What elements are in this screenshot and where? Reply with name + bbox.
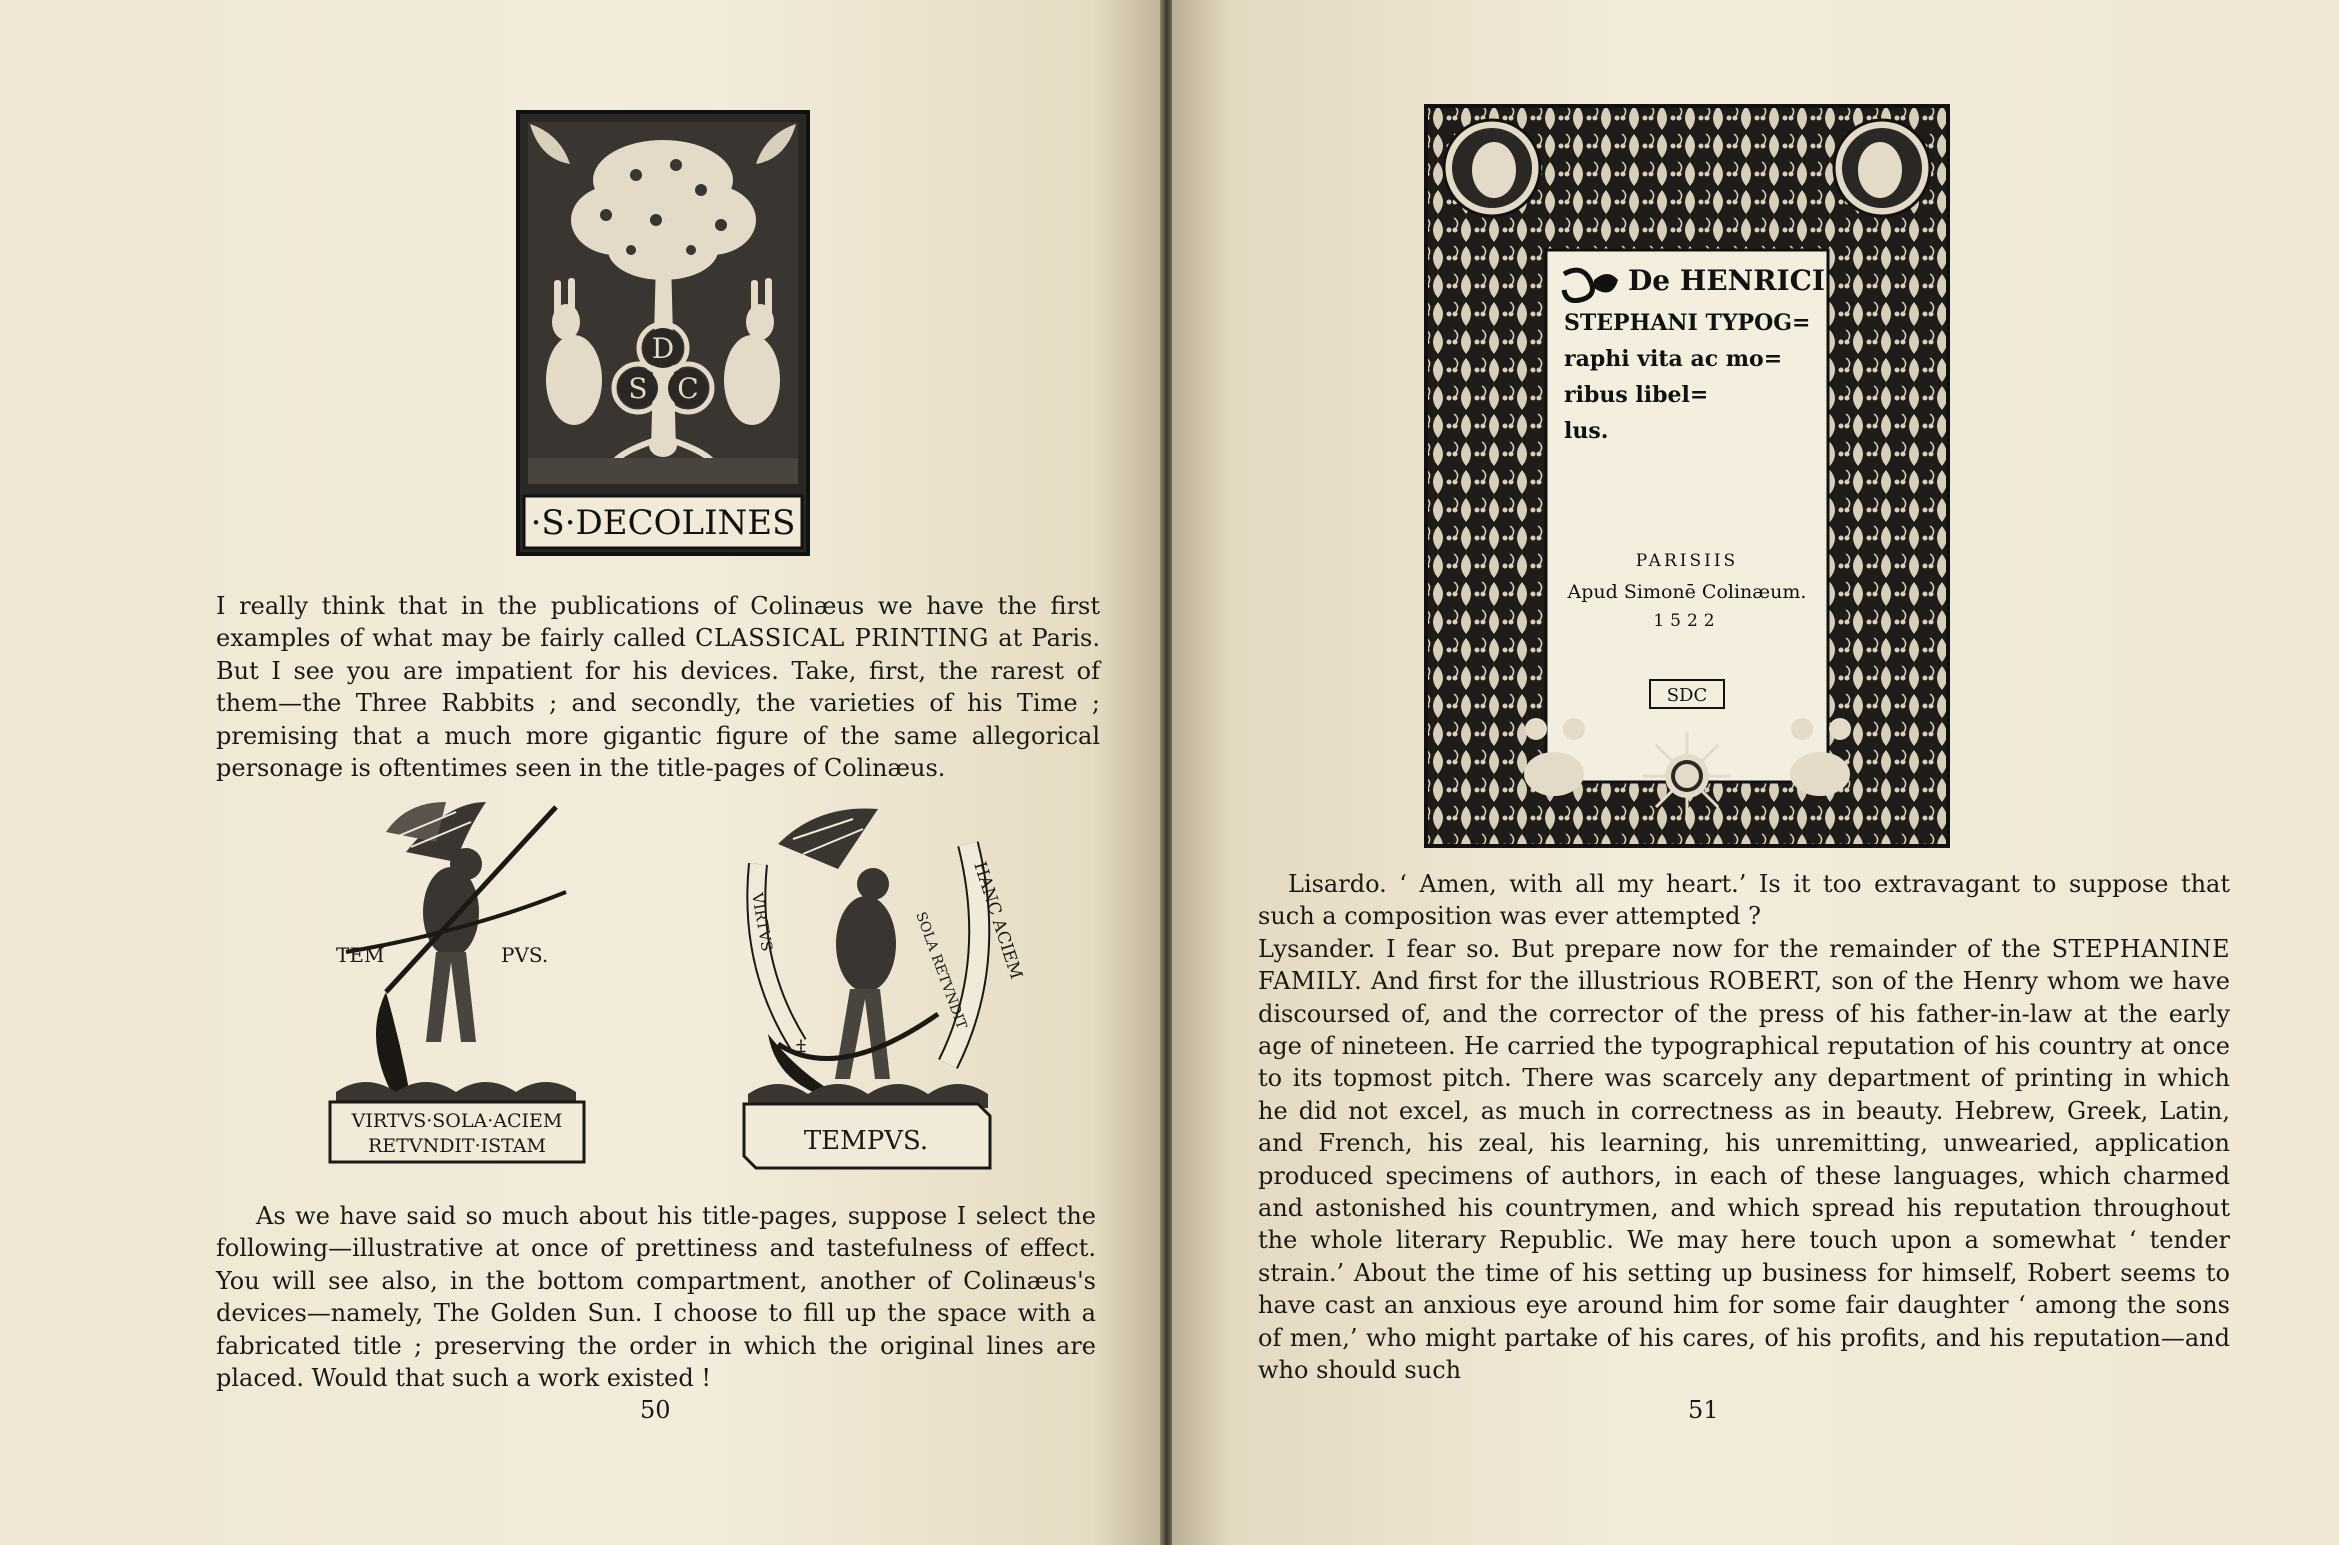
svg-text:‡: ‡ xyxy=(796,1035,806,1059)
right-paragraph-1: Lisardo. ‘ Amen, with all my heart.’ Is it too extravagant to suppose that such a composition was ever attempted ? xyxy=(1258,870,2230,931)
right-page xyxy=(1172,0,2339,1545)
left-p2-text: As we have said so much about his title-pages, suppose I select the following—illustrative at once of prettiness and tastefulness of effect. You will see also, in the bottom compartment, another of Colinæus's devices—namely, The Golden Sun. I choose to fill up the space with a fabricated title ; preserving the order in which the original lines are placed. Would that such a work existed ! xyxy=(216,1202,1096,1393)
time-banner-line1: VIRTVS·SOLA·ACIEM xyxy=(351,1110,563,1132)
title-page-border xyxy=(1424,104,1950,848)
left-page xyxy=(0,0,1162,1545)
device-letter-s: S xyxy=(628,372,648,405)
right-paragraph-2 xyxy=(1258,933,2230,1387)
right-p2-part3: son of the Henry whom we have discoursed of, and the corrector of the press of his father-in-law at the early age of nineteen. He carried the typographical reputation of his country at once to its topmost pitch. There was scarcely any department of printing in which he did not excel, as much in correctness as in beauty. Hebrew, Greek, Latin, and French, his zeal, his learning, his unremitting, unwearied, application produced specimens of authors, in each of these languages, which charmed and astonished his countrymen, and which spread his reputation throughout the whole literary Republic. We may here touch upon a somewhat ‘ tender strain.’ About the time of his setting up business for himself, Robert seems to have cast an anxious eye around him for some fair daughter ‘ among the sons of men,’ who might partake of his cares, of his profits, and his reputation—and who should such xyxy=(1258,967,2230,1385)
left-paragraph-2 xyxy=(216,1200,1096,1394)
time-scroll-text-3: VIRTVS xyxy=(748,891,777,953)
page-number-right: 51 xyxy=(1688,1396,1719,1424)
right-text-block xyxy=(1258,868,2230,1387)
left-p1-after: at Paris. But I see you are impatient for his devices. Take, first, the rarest of them—the Three Rabbits ; and secondly, the varieties of his Time ; premising that a much more gigantic figure of the same allegorical personage is oftentimes seen in the title-pages of Colinæus. xyxy=(216,624,1100,783)
time-device-right xyxy=(738,804,1027,1172)
title-year: 1522 xyxy=(1653,611,1721,631)
left-p1-highlight: CLASSICAL PRINTING xyxy=(695,624,989,653)
title-place: PARISIIS xyxy=(1635,551,1739,571)
time-label-left: TEM xyxy=(336,943,385,967)
page-number-left: 50 xyxy=(640,1396,671,1424)
time-scroll-text-2: SOLA RETVNDIT xyxy=(912,909,970,1032)
device-banner-text: ·S·DECOLINES xyxy=(530,503,796,543)
time-scroll-text-1: HANC ACIEM xyxy=(969,859,1027,982)
title-line-3: raphi vita ac mo= xyxy=(1564,346,1783,372)
time-right-banner: TEMPVS. xyxy=(803,1126,929,1156)
three-rabbits-device xyxy=(516,110,810,556)
right-p2-part1: Lysander. I fear so. But prepare now for the remainder of the xyxy=(1258,934,2052,963)
time-device-left xyxy=(326,792,588,1166)
device-letter-c: C xyxy=(677,372,699,405)
left-p1-before: I really think that in the publications of Colinæus we have the first examples of what may be fairly called xyxy=(216,592,1100,653)
title-line-4: ribus libel= xyxy=(1564,382,1709,408)
right-p2-part2: And first for the illustrious xyxy=(1362,967,1709,996)
title-line-2: STEPHANI TYPOG= xyxy=(1564,310,1811,336)
left-paragraph-1 xyxy=(216,590,1100,784)
time-banner-line2: RETVNDIT·ISTAM xyxy=(368,1135,546,1157)
title-line-1: De HENRICI xyxy=(1628,264,1825,297)
device-letter-d: D xyxy=(651,332,675,365)
time-label-right: PVS. xyxy=(501,943,549,967)
title-bottom-mark: SDC xyxy=(1666,685,1708,706)
title-line-5: lus. xyxy=(1564,418,1609,444)
title-imprint: Apud Simonē Colinæum. xyxy=(1567,581,1807,603)
right-p2-highlight1: STEPHANINE FAMILY. xyxy=(1258,934,2230,996)
right-p2-highlight2: ROBERT, xyxy=(1708,967,1823,996)
